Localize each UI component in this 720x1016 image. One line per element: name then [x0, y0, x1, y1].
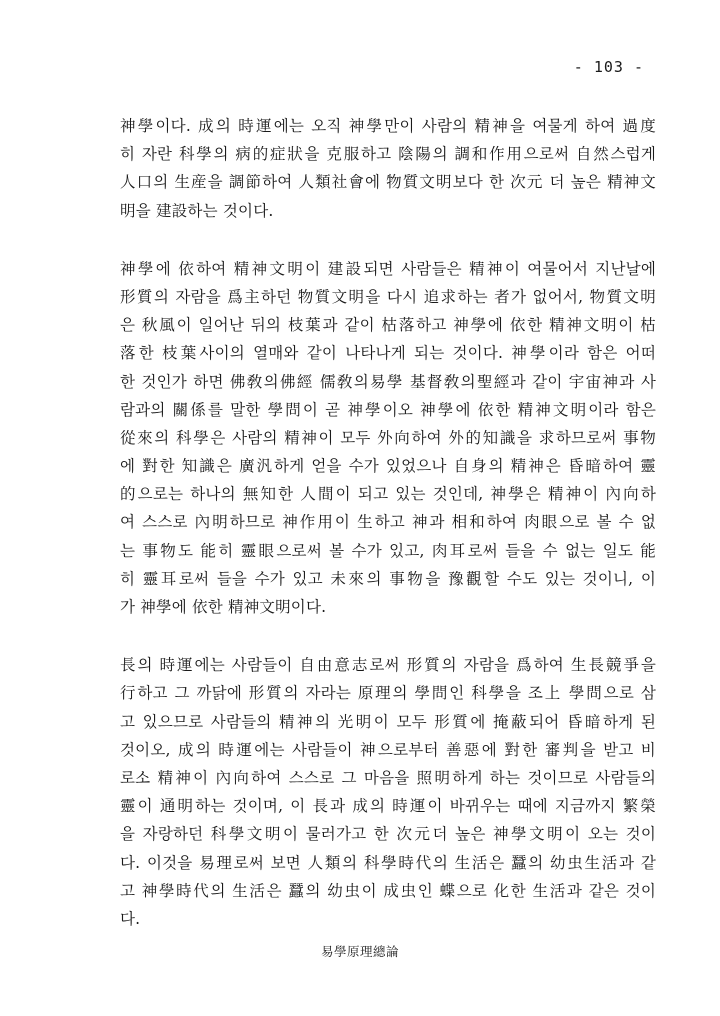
text-line: 가 神學에 依한 精神文明이다.	[120, 598, 327, 616]
text-line: 人口의 生産을 調節하여 人類社會에 物質文明보다 한 次元 더 높은 精神文	[120, 173, 656, 192]
page-number: - 103 -	[573, 58, 644, 76]
text-line: 다.	[120, 909, 141, 928]
text-line: 을 자랑하던 科學文明이 물러가고 한 次元더 높은 神學文明이 오는 것이	[120, 825, 656, 844]
text-line: 은 秋風이 일어난 뒤의 枝葉과 같이 枯落하고 神學에 依한 精神文明이 枯	[120, 316, 656, 335]
text-line: 明을 建設하는 것이다.	[120, 201, 274, 220]
text-line: 落한 枝葉사이의 열매와 같이 나타나게 되는 것이다. 神學이라 함은 어떠	[120, 344, 656, 363]
body-text	[120, 112, 656, 963]
book-title-footer: 易學原理總論	[320, 944, 399, 959]
text-line: 히 자란 科學의 病的症狀을 克服하고 陰陽의 調和作用으로써 自然스럽게	[120, 145, 656, 164]
text-line: 行하고 그 까닭에 形質의 자라는 原理의 學問인 科學을 조上 學問으로 삼	[120, 684, 656, 703]
text-line: 的으로는 하나의 無知한 人間이 되고 있는 것인데, 神學은 精神이 內向하	[120, 485, 656, 504]
text-line: 것이오, 成의 時運에는 사람들이 神으로부터 善惡에 對한 審判을 받고 비	[120, 740, 656, 759]
text-line: 다. 이것을 易理로써 보면 人類의 科學時代의 生活은 蠶의 幼虫生活과 같	[120, 853, 656, 872]
text-line: 로소 精神이 內向하여 스스로 그 마음을 照明하게 하는 것이므로 사람들의	[120, 768, 656, 787]
text-line: 形質의 자람을 爲主하던 物質文明을 다시 追求하는 者가 없어서, 物質文明	[120, 287, 656, 306]
text-line: 고 神學時代의 生活은 蠶의 幼虫이 成虫인 蝶으로 化한 生活과 같은 것이	[120, 881, 656, 900]
text-line: 長의 時運에는 사람들이 自由意志로써 形質의 자람을 爲하여 生長競爭을	[120, 656, 656, 675]
paragraph	[120, 112, 656, 225]
text-line: 神學에 依하여 精神文明이 建設되면 사람들은 精神이 여물어서 지난날에	[120, 259, 656, 278]
text-line: 히 靈耳로써 들을 수가 있고 未來의 事物을 豫觀할 수도 있는 것이니, 이	[120, 569, 656, 588]
text-line: 여 스스로 內明하므로 神作用이 生하고 神과 相和하여 肉眼으로 볼 수 없	[120, 513, 656, 532]
paragraph	[120, 651, 656, 933]
paragraph	[120, 255, 656, 621]
text-line: 神學이다. 成의 時運에는 오직 神學만이 사람의 精神을 여물게 하여 過度	[120, 117, 656, 135]
text-line: 고 있으므로 사람들의 精神의 光明이 모두 形質에 掩蔽되어 昏暗하게 된	[120, 712, 656, 731]
text-line: 한 것인가 하면 佛敎의佛經 儒敎의易學 基督敎의聖經과 같이 宇宙神과 사	[120, 372, 656, 391]
text-line: 람과의 關係를 말한 學問이 곧 神學이오 神學에 依한 精神文明이라 함은	[120, 400, 656, 419]
text-line: 는 事物도 能히 靈眼으로써 볼 수가 있고, 肉耳로써 들을 수 없는 일도 能	[120, 541, 656, 560]
text-line: 從來의 科學은 사람의 精神이 모두 外向하여 外的知識을 求하므로써 事物	[120, 428, 656, 447]
text-line: 에 對한 知識은 廣汎하게 얻을 수가 있었으나 自身의 精神은 昏暗하여 靈	[120, 457, 656, 476]
text-line: 靈이 通明하는 것이며, 이 長과 成의 時運이 바뀌우는 때에 지금까지 繁榮	[120, 797, 656, 816]
